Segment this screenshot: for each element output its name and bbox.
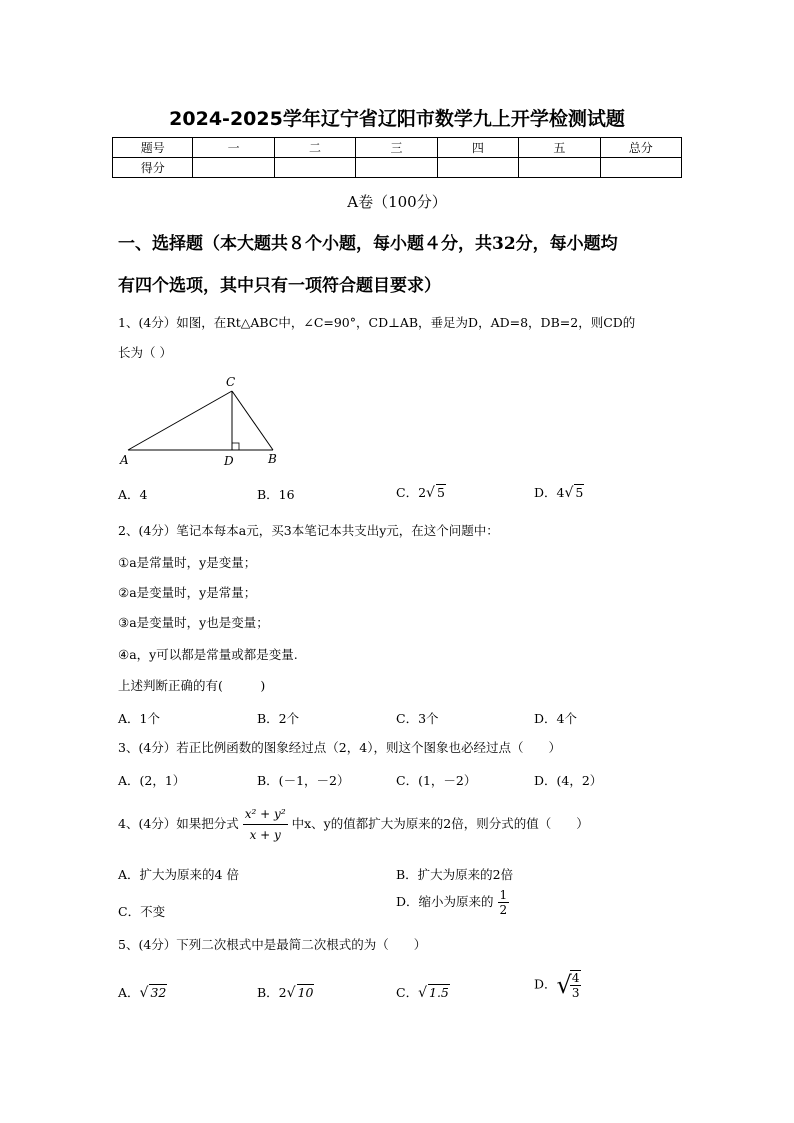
- q4-option-d[interactable]: [396, 888, 509, 917]
- exam-title: 2024-2025学年辽宁省辽阳市数学九上开学检测试题: [169, 108, 625, 130]
- q5-option-c-radicand: 1.5: [429, 985, 449, 1000]
- q4-stem: [118, 804, 589, 845]
- q5-stem: 5、(4分）下列二次根式中是最简二次根式的为（ ）: [118, 937, 427, 952]
- q5-option-c[interactable]: [396, 983, 450, 1001]
- score-cell[interactable]: [600, 158, 681, 178]
- score-table-header-row: [113, 138, 682, 158]
- q5-option-d-numerator: 4: [571, 971, 580, 985]
- sqrt-icon: √: [556, 971, 572, 999]
- q4-fraction-numerator: x² + y²: [243, 804, 288, 825]
- q2-option-a[interactable]: A．1个: [118, 711, 160, 726]
- score-header-cell: 题号: [113, 138, 193, 158]
- q5-option-b-prefix: B．2: [257, 985, 287, 1000]
- score-header-cell: 二: [274, 138, 355, 158]
- q3-option-d[interactable]: D．(4，2）: [534, 773, 603, 788]
- score-header-cell: 一: [193, 138, 274, 158]
- label-d: D: [224, 454, 234, 468]
- q1-option-a[interactable]: A．4: [118, 487, 148, 502]
- q1-option-d-radicand: 5: [575, 485, 584, 500]
- segment-ac: [128, 391, 232, 450]
- q1-option-b[interactable]: B．16: [257, 487, 295, 502]
- q2-stem: 2、(4分）笔记本每本a元，买3本笔记本共支出y元，在这个问题中：: [118, 523, 499, 538]
- q4-option-d-prefix: D．缩小为原来的: [396, 894, 494, 909]
- q1-option-d[interactable]: [534, 483, 584, 501]
- q3-option-b[interactable]: B．(－1，－2）: [257, 773, 350, 788]
- score-cell[interactable]: [437, 158, 518, 178]
- q5-option-d-fraction: [570, 970, 582, 1000]
- q4-option-b[interactable]: B．扩大为原来的2倍: [396, 867, 514, 882]
- q4-stem-prefix: 4、(4分）如果把分式: [118, 816, 239, 831]
- section-heading-line1: 一、选择题（本大题共８个小题，每小题４分，共32分，每小题均: [118, 234, 618, 254]
- score-table: [112, 137, 682, 178]
- section-heading-line2: 有四个选项，其中只有一项符合题目要求）: [118, 276, 441, 296]
- label-b: B: [268, 452, 277, 466]
- q3-option-c[interactable]: C．(1，－2）: [396, 773, 477, 788]
- q5-option-b[interactable]: [257, 983, 314, 1001]
- q2-ask: 上述判断正确的有( ): [118, 678, 266, 693]
- q4-option-d-numerator: 1: [499, 888, 508, 902]
- sqrt-icon: √: [418, 985, 427, 1001]
- q4-fraction: [243, 804, 288, 845]
- q2-option-b[interactable]: B．2个: [257, 711, 300, 726]
- q1-option-c[interactable]: [396, 483, 446, 501]
- q5-option-d-denominator: 3: [571, 986, 580, 1000]
- q2-statement-2: ②a是变量时，y是常量；: [118, 585, 257, 600]
- score-cell[interactable]: [519, 158, 600, 178]
- q2-statement-4: ④a，y可以都是常量或都是变量.: [118, 647, 298, 662]
- segment-cb: [232, 391, 273, 450]
- q5-option-a[interactable]: [118, 983, 167, 1001]
- q5-option-a-prefix: A．: [118, 985, 140, 1000]
- q1-stem-line1: 1、(4分）如图，在Rt△ABC中，∠C=90°，CD⊥AB，垂足为D，AD=8，DB=2，则CD的: [118, 315, 636, 330]
- q4-option-d-denominator: 2: [499, 903, 508, 917]
- label-a: A: [120, 453, 129, 467]
- q4-fraction-denominator: x + y: [249, 828, 281, 842]
- score-cell[interactable]: [193, 158, 274, 178]
- sqrt-icon: √: [564, 485, 574, 501]
- triangle-figure: [115, 370, 285, 470]
- sqrt-icon: √: [139, 985, 149, 1001]
- score-header-cell: 五: [519, 138, 600, 158]
- part-title: A卷（100分）: [347, 193, 447, 211]
- q5-option-c-prefix: C．: [396, 985, 419, 1000]
- q4-option-a[interactable]: A．扩大为原来的4 倍: [118, 867, 239, 882]
- q1-option-c-radicand: 5: [436, 485, 445, 500]
- q4-option-c[interactable]: C．不变: [118, 904, 166, 919]
- q5-option-b-radicand: 10: [297, 985, 314, 1000]
- sqrt-icon: √: [426, 485, 435, 501]
- score-table-score-row: [113, 158, 682, 178]
- q4-option-d-fraction: [498, 888, 510, 917]
- q2-option-d[interactable]: D．4个: [534, 711, 577, 726]
- sqrt-icon: √: [286, 985, 296, 1001]
- score-cell[interactable]: [274, 158, 355, 178]
- q2-statement-1: ①a是常量时，y是变量；: [118, 555, 257, 570]
- q3-option-a[interactable]: A．(2，1）: [118, 773, 186, 788]
- q5-option-d[interactable]: [534, 970, 581, 1000]
- q1-stem-line2: 长为（ ）: [118, 345, 172, 360]
- score-header-cell: 四: [437, 138, 518, 158]
- q5-option-a-radicand: 32: [150, 985, 167, 1000]
- q1-option-d-prefix: D．4: [534, 485, 565, 500]
- right-angle-mark: [232, 443, 239, 450]
- q2-statement-3: ③a是变量时，y也是变量；: [118, 615, 269, 630]
- q3-stem: 3、(4分）若正比例函数的图象经过点（2，4），则这个图象也必经过点（ ）: [118, 740, 561, 755]
- q4-stem-suffix: 中x、y的值都扩大为原来的2倍，则分式的值（ ）: [291, 816, 589, 831]
- score-cell[interactable]: [356, 158, 437, 178]
- q1-option-c-prefix: C．2: [396, 485, 427, 500]
- q2-option-c[interactable]: C．3个: [396, 711, 439, 726]
- q5-option-d-prefix: D．: [534, 976, 557, 992]
- score-row-label: 得分: [113, 158, 193, 178]
- score-header-cell: 总分: [600, 138, 681, 158]
- label-c: C: [226, 375, 236, 389]
- score-header-cell: 三: [356, 138, 437, 158]
